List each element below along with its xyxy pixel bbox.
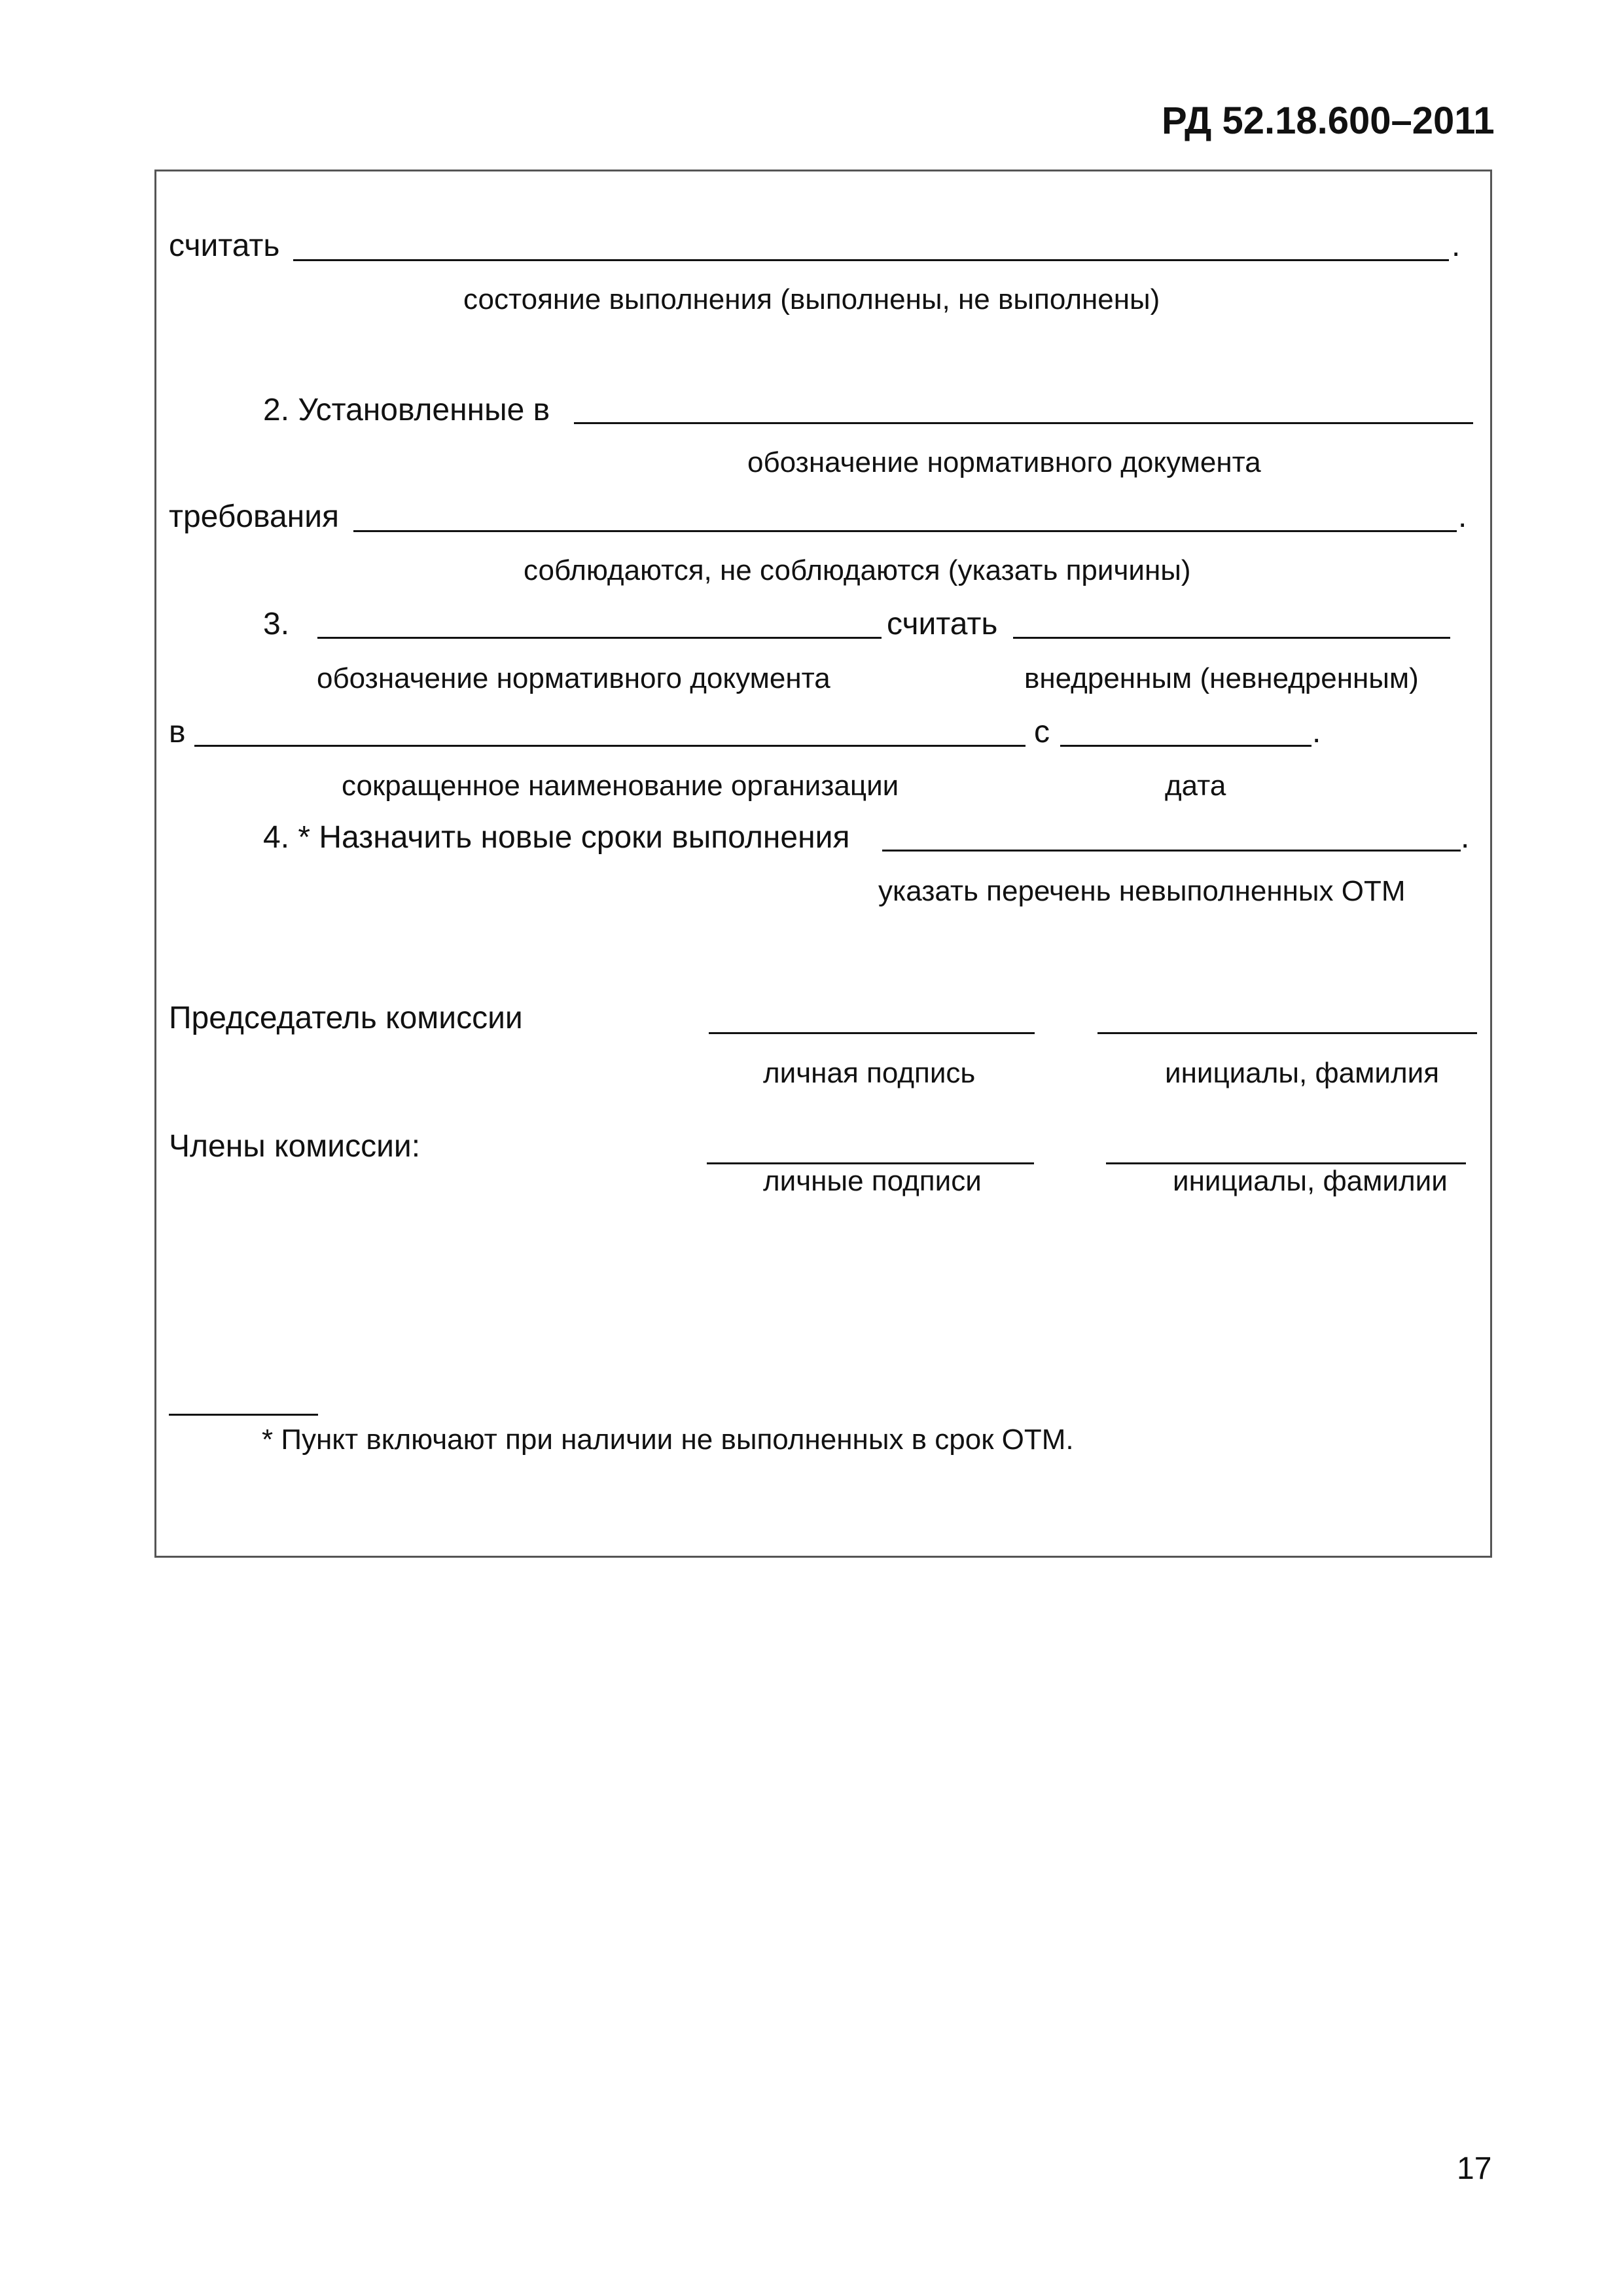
footnote-text: * Пункт включают при наличии не выполненных в срок ОТМ. — [262, 1424, 1074, 1456]
organization-caption: сокращенное наименование организации — [342, 770, 899, 802]
chairman-signature-caption: личная подпись — [763, 1057, 976, 1089]
chairman-label: Председатель комиссии — [169, 1001, 523, 1035]
new-deadlines-field-line — [882, 850, 1461, 852]
compliance-caption: соблюдаются, не соблюдаются (указать причины) — [524, 554, 1191, 586]
item-3-label: 3. — [263, 607, 290, 641]
implementation-status-caption: внедренным (невнедренным) — [1024, 662, 1419, 694]
footnote-separator — [169, 1414, 318, 1416]
chairman-signature-line — [709, 1032, 1035, 1034]
organization-field-line — [194, 745, 1026, 747]
normative-doc-caption: обозначение нормативного документа — [747, 446, 1261, 478]
item-2-label: 2. Установленные в — [263, 393, 550, 427]
status-field-line — [293, 259, 1449, 261]
members-label: Члены комиссии: — [169, 1129, 421, 1164]
doc-designation-caption: обозначение нормативного документа — [317, 662, 830, 694]
consider-label: считать — [169, 228, 280, 263]
date-caption: дата — [1165, 770, 1226, 802]
members-signatures-caption: личные подписи — [763, 1165, 982, 1197]
form-frame — [154, 170, 1492, 1558]
chairman-name-line — [1097, 1032, 1477, 1034]
members-names-caption: инициалы, фамилии — [1173, 1165, 1448, 1197]
line-end-dot: . — [1452, 228, 1461, 263]
line-end-dot: . — [1312, 715, 1321, 749]
document-code: РД 52.18.600–2011 — [1162, 99, 1495, 142]
in-label: в — [169, 715, 186, 749]
requirements-label: требования — [169, 499, 339, 534]
page-number: 17 — [1457, 2151, 1492, 2186]
chairman-name-caption: инициалы, фамилия — [1165, 1057, 1440, 1089]
since-label: с — [1034, 715, 1050, 749]
status-caption: состояние выполнения (выполнены, не выполнены) — [463, 283, 1160, 315]
compliance-field-line — [353, 530, 1457, 532]
line-end-dot: . — [1458, 499, 1467, 534]
members-names-line — [1106, 1162, 1466, 1164]
line-end-dot: . — [1461, 820, 1470, 855]
item-4-label: 4. * Назначить новые сроки выполнения — [263, 820, 850, 855]
new-deadlines-caption: указать перечень невыполненных ОТМ — [878, 875, 1406, 907]
normative-doc-field-line — [574, 422, 1473, 424]
doc-designation-field-line — [317, 637, 882, 639]
consider-label-2: считать — [887, 607, 998, 641]
date-field-line — [1060, 745, 1311, 747]
members-signatures-line — [707, 1162, 1034, 1164]
implementation-status-field-line — [1013, 637, 1450, 639]
